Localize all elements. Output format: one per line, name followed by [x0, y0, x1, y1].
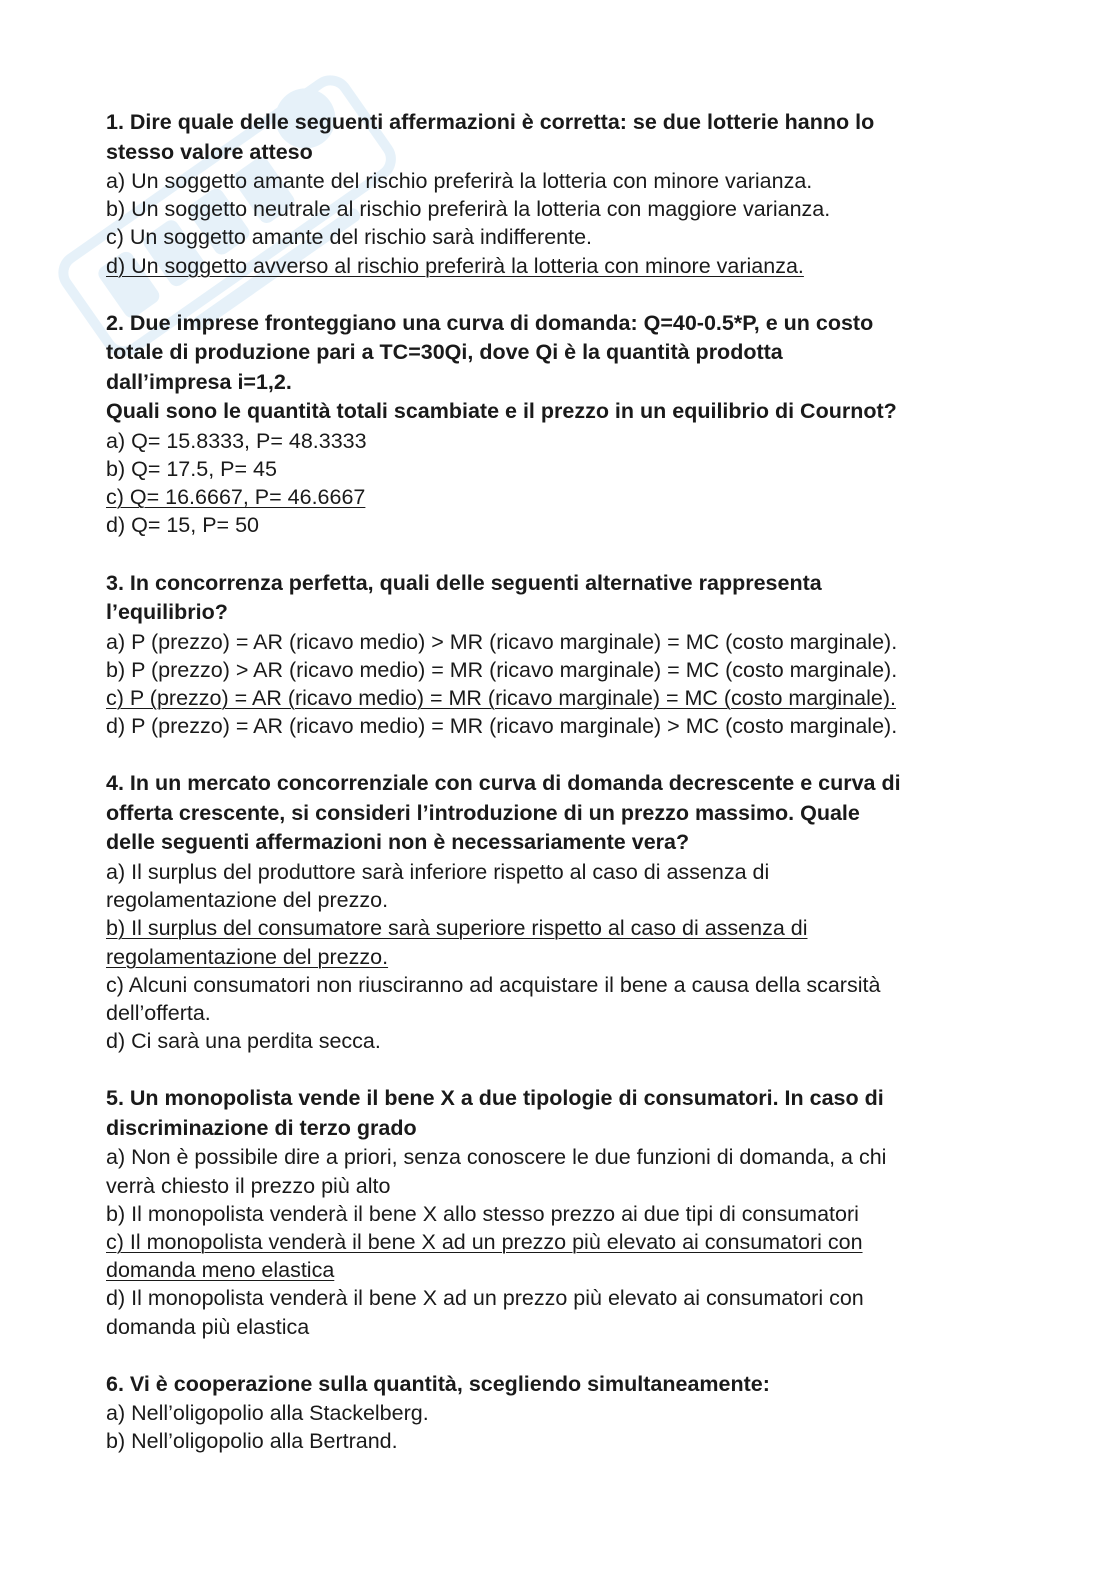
answer-line: d) Ci sarà una perdita secca.	[106, 1029, 381, 1054]
answer-line: d) Q= 15, P= 50	[106, 513, 259, 538]
answer-option	[106, 511, 1016, 539]
answer-option	[106, 858, 1016, 914]
answer-option	[106, 1284, 1016, 1340]
answer-line: b) Un soggetto neutrale al rischio preferirà la lotteria con maggiore varianza.	[106, 197, 831, 222]
answer-line: b) Il monopolista venderà il bene X allo stesso prezzo ai due tipi di consumatori	[106, 1201, 859, 1226]
question-title-line: discriminazione di terzo grado	[106, 1115, 417, 1140]
question-title-line: totale di produzione pari a TC=30Qi, dove Qi è la quantità prodotta	[106, 340, 783, 365]
answer-line: c) Il monopolista venderà il bene X ad un prezzo più elevato ai consumatori con	[106, 1229, 863, 1254]
answer-line: b) Nell’oligopolio alla Bertrand.	[106, 1429, 398, 1454]
question-title-line: 5. Un monopolista vende il bene X a due tipologie di consumatori. In caso di	[106, 1086, 884, 1111]
answer-option-correct	[106, 914, 1016, 970]
answer-option-correct	[106, 1228, 1016, 1284]
question-block	[106, 108, 1016, 280]
answer-option	[106, 455, 1016, 483]
answer-option	[106, 1399, 1016, 1427]
answer-line: d) P (prezzo) = AR (ricavo medio) = MR (ricavo marginale) > MC (costo marginale).	[106, 714, 898, 739]
question-title-line: 2. Due imprese fronteggiano una curva di domanda: Q=40-0.5*P, e un costo	[106, 310, 874, 335]
question-title	[106, 1370, 1016, 1400]
answer-option	[106, 628, 1016, 656]
answer-line: a) Q= 15.8333, P= 48.3333	[106, 428, 367, 453]
answer-option	[106, 223, 1016, 251]
answer-line: verrà chiesto il prezzo più alto	[106, 1173, 391, 1198]
answer-line: a) Il surplus del produttore sarà inferiore rispetto al caso di assenza di	[106, 859, 770, 884]
document-body	[106, 108, 1016, 1485]
answer-option	[106, 195, 1016, 223]
answer-line: dell’offerta.	[106, 1000, 211, 1025]
answer-option	[106, 1200, 1016, 1228]
answer-line: domanda meno elastica	[106, 1258, 335, 1283]
question-title-line: l’equilibrio?	[106, 600, 228, 625]
answer-option	[106, 427, 1016, 455]
question-title-line: 1. Dire quale delle seguenti affermazioni è corretta: se due lotterie hanno lo	[106, 110, 875, 134]
question-block	[106, 1084, 1016, 1340]
question-block	[106, 569, 1016, 741]
answer-option	[106, 1427, 1016, 1455]
answer-line: a) Nell’oligopolio alla Stackelberg.	[106, 1401, 429, 1426]
question-title	[106, 309, 1016, 427]
answer-option	[106, 656, 1016, 684]
question-title-line: 6. Vi è cooperazione sulla quantità, scegliendo simultaneamente:	[106, 1371, 770, 1396]
question-title-line: dall’impresa i=1,2.	[106, 369, 292, 394]
answer-option-correct	[106, 684, 1016, 712]
answer-option	[106, 971, 1016, 1027]
answer-line: a) Non è possibile dire a priori, senza conoscere le due funzioni di domanda, a chi	[106, 1145, 887, 1170]
question-title-line: offerta crescente, si consideri l’introduzione di un prezzo massimo. Quale	[106, 800, 860, 825]
question-block	[106, 769, 1016, 1055]
answer-line: b) Q= 17.5, P= 45	[106, 457, 277, 482]
answer-line: d) Il monopolista venderà il bene X ad un prezzo più elevato ai consumatori con	[106, 1286, 864, 1311]
answer-line: c) Q= 16.6667, P= 46.6667	[106, 485, 366, 510]
question-block	[106, 309, 1016, 540]
question-title	[106, 769, 1016, 858]
answer-option	[106, 1143, 1016, 1199]
answer-line: a) P (prezzo) = AR (ricavo medio) > MR (ricavo marginale) = MC (costo marginale).	[106, 629, 898, 654]
answer-line: regolamentazione del prezzo.	[106, 944, 389, 969]
question-title-line: stesso valore atteso	[106, 139, 313, 164]
answer-line: b) P (prezzo) > AR (ricavo medio) = MR (ricavo marginale) = MC (costo marginale).	[106, 657, 898, 682]
answer-option-correct	[106, 483, 1016, 511]
question-title-line: delle seguenti affermazioni non è necessariamente vera?	[106, 830, 690, 855]
answer-line: c) Alcuni consumatori non riusciranno ad acquistare il bene a causa della scarsità	[106, 972, 881, 997]
answer-line: domanda più elastica	[106, 1314, 310, 1339]
question-title-line: 3. In concorrenza perfetta, quali delle seguenti alternative rappresenta	[106, 570, 822, 595]
question-block	[106, 1370, 1016, 1456]
question-title	[106, 108, 1016, 167]
answer-line: c) Un soggetto amante del rischio sarà indifferente.	[106, 225, 593, 250]
answer-line: d) Un soggetto avverso al rischio preferirà la lotteria con minore varianza.	[106, 253, 804, 278]
answer-line: regolamentazione del prezzo.	[106, 888, 389, 913]
question-title	[106, 1084, 1016, 1143]
answer-line: c) P (prezzo) = AR (ricavo medio) = MR (ricavo marginale) = MC (costo marginale).	[106, 686, 896, 711]
answer-option	[106, 712, 1016, 740]
question-title-line: Quali sono le quantità totali scambiate e il prezzo in un equilibrio di Cournot?	[106, 399, 897, 424]
answer-option-correct	[106, 252, 1016, 280]
answer-option	[106, 167, 1016, 195]
answer-line: a) Un soggetto amante del rischio preferirà la lotteria con minore varianza.	[106, 169, 813, 193]
question-title-line: 4. In un mercato concorrenziale con curva di domanda decrescente e curva di	[106, 771, 901, 796]
answer-line: b) Il surplus del consumatore sarà superiore rispetto al caso di assenza di	[106, 916, 808, 941]
answer-option	[106, 1027, 1016, 1055]
question-title	[106, 569, 1016, 628]
